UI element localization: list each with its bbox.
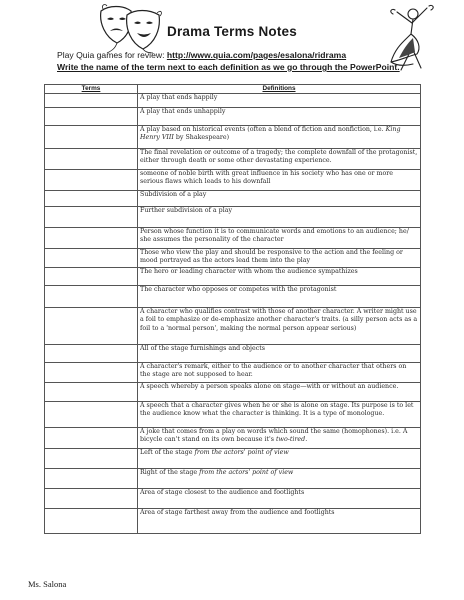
- definition-text: A joke that comes from a play on words which sound the same (homophones). i.e. A bicycle can't stand on its own because it's: [140, 428, 408, 444]
- definition-text: Left of the stage: [140, 449, 195, 456]
- term-cell[interactable]: [45, 268, 138, 286]
- term-cell[interactable]: [45, 402, 138, 428]
- table-row: [45, 268, 421, 286]
- table-row: [45, 509, 421, 534]
- definition-cell: [138, 383, 421, 402]
- definition-cell: [138, 402, 421, 428]
- definition-cell: [138, 449, 421, 469]
- table-row: [45, 94, 421, 108]
- terms-table: [44, 84, 421, 534]
- instruction-text: Write the name of the term next to each definition as we go through the PowerPoint.: [57, 62, 400, 72]
- table-row: [45, 363, 421, 383]
- term-cell[interactable]: [45, 149, 138, 170]
- term-cell[interactable]: [45, 383, 138, 402]
- definition-cell: [138, 94, 421, 108]
- definition-cell: [138, 268, 421, 286]
- table-row: [45, 286, 421, 308]
- definition-cell: [138, 108, 421, 126]
- term-cell[interactable]: [45, 228, 138, 249]
- term-cell[interactable]: [45, 345, 138, 363]
- term-cell[interactable]: [45, 170, 138, 191]
- definition-text: A play based on historical events (often a blend of fiction and nonfiction, i.e.: [140, 126, 386, 133]
- table-row: [45, 249, 421, 268]
- definition-text: Area of stage closest to the audience and footlights: [140, 489, 305, 496]
- definition-text: A character's remark, either to the audience or to another character that others on the stage are not supposed to hear.: [140, 363, 407, 379]
- definition-text: A play that ends unhappily: [140, 108, 226, 115]
- term-cell[interactable]: [45, 207, 138, 228]
- definition-cell: [138, 428, 421, 449]
- definition-text: The character who opposes or competes with the protagonist: [140, 286, 337, 293]
- term-cell[interactable]: [45, 126, 138, 149]
- definition-cell: [138, 126, 421, 149]
- definition-text: Area of stage farthest away from the audience and footlights: [140, 509, 335, 516]
- definition-text: A speech that a character gives when he or she is alone on stage. Its purpose is to let the audience know what the character is thinking. It is a type of monologue.: [140, 402, 414, 418]
- table-row: [45, 345, 421, 363]
- definition-text: Those who view the play and should be responsive to the action and the feeling or mood portrayed as the actors lead them into the play: [140, 249, 403, 265]
- definition-text: Further subdivision of a play: [140, 207, 233, 214]
- definition-cell: [138, 207, 421, 228]
- definition-text-after: .: [305, 436, 308, 444]
- term-cell[interactable]: [45, 469, 138, 489]
- promo-text: Play Quia games for review:: [57, 50, 167, 60]
- definition-italic-text: from the actors' point of view: [199, 469, 294, 476]
- table-row: [45, 149, 421, 170]
- definition-italic-text: from the actors' point of view: [194, 449, 289, 456]
- definition-italic-text: King Henry VIII: [140, 126, 401, 142]
- definition-cell: [138, 228, 421, 249]
- definition-cell: [138, 286, 421, 308]
- term-cell[interactable]: [45, 108, 138, 126]
- definition-text: All of the stage furnishings and objects: [140, 345, 266, 352]
- terms-table-body: [45, 94, 421, 534]
- definition-text: Person whose function it is to communicate words and emotions to an audience; he/ she assumes the personality of the character: [140, 228, 409, 244]
- table-row: [45, 108, 421, 126]
- definition-cell: [138, 249, 421, 268]
- table-row: [45, 383, 421, 402]
- definition-cell: [138, 469, 421, 489]
- definition-text: someone of noble birth with great influence in his society who has one or more serious flaws which leads to his downfall: [140, 170, 393, 186]
- definition-cell: [138, 509, 421, 534]
- table-row: [45, 449, 421, 469]
- definition-text-after: by Shakespeare): [173, 134, 230, 142]
- table-row: [45, 207, 421, 228]
- table-row: [45, 489, 421, 509]
- quia-link[interactable]: http://www.quia.com/pages/esalona/ridrama: [166, 50, 347, 60]
- table-row: [45, 402, 421, 428]
- definition-cell: [138, 489, 421, 509]
- definition-italic-text: two-tired: [276, 436, 306, 444]
- term-cell[interactable]: [45, 509, 138, 534]
- table-row: [45, 428, 421, 449]
- definition-cell: [138, 363, 421, 383]
- author-footer: Ms. Salona: [28, 579, 67, 589]
- definition-cell: [138, 191, 421, 207]
- definition-text: A character who qualifies contrast with those of another character. A writer might use a foil to emphasize or de-emphasize another character's traits. (a silly person acts as a foil to a 'normal person', making the normal person appear serious): [140, 308, 418, 332]
- table-row: [45, 469, 421, 489]
- term-cell[interactable]: [45, 449, 138, 469]
- definition-cell: [138, 345, 421, 363]
- term-cell[interactable]: [45, 489, 138, 509]
- definition-text: A speech whereby a person speaks alone on stage—with or without an audience.: [140, 383, 399, 390]
- table-row: [45, 308, 421, 345]
- definitions-column-header: Definitions: [138, 85, 421, 94]
- term-cell[interactable]: [45, 363, 138, 383]
- page-title: Drama Terms Notes: [167, 24, 297, 39]
- definition-cell: [138, 170, 421, 191]
- quia-promo-line: [57, 50, 346, 60]
- term-cell[interactable]: [45, 94, 138, 108]
- definition-cell: [138, 149, 421, 170]
- definition-text: Subdivision of a play: [140, 191, 207, 198]
- table-header-row: [45, 85, 421, 94]
- table-row: [45, 126, 421, 149]
- definition-text: Right of the stage: [140, 469, 200, 476]
- definition-text: A play that ends happily: [140, 94, 218, 101]
- definition-cell: [138, 308, 421, 345]
- term-cell[interactable]: [45, 308, 138, 345]
- terms-column-header: Terms: [45, 85, 138, 94]
- term-cell[interactable]: [45, 249, 138, 268]
- table-row: [45, 170, 421, 191]
- table-row: [45, 228, 421, 249]
- definition-text: The hero or leading character with whom the audience sympathizes: [140, 268, 358, 275]
- table-row: [45, 191, 421, 207]
- term-cell[interactable]: [45, 428, 138, 449]
- definition-text: The final revelation or outcome of a tragedy; the complete downfall of the protagonist, either through death or some other devastating experience.: [140, 149, 418, 165]
- term-cell[interactable]: [45, 191, 138, 207]
- term-cell[interactable]: [45, 286, 138, 308]
